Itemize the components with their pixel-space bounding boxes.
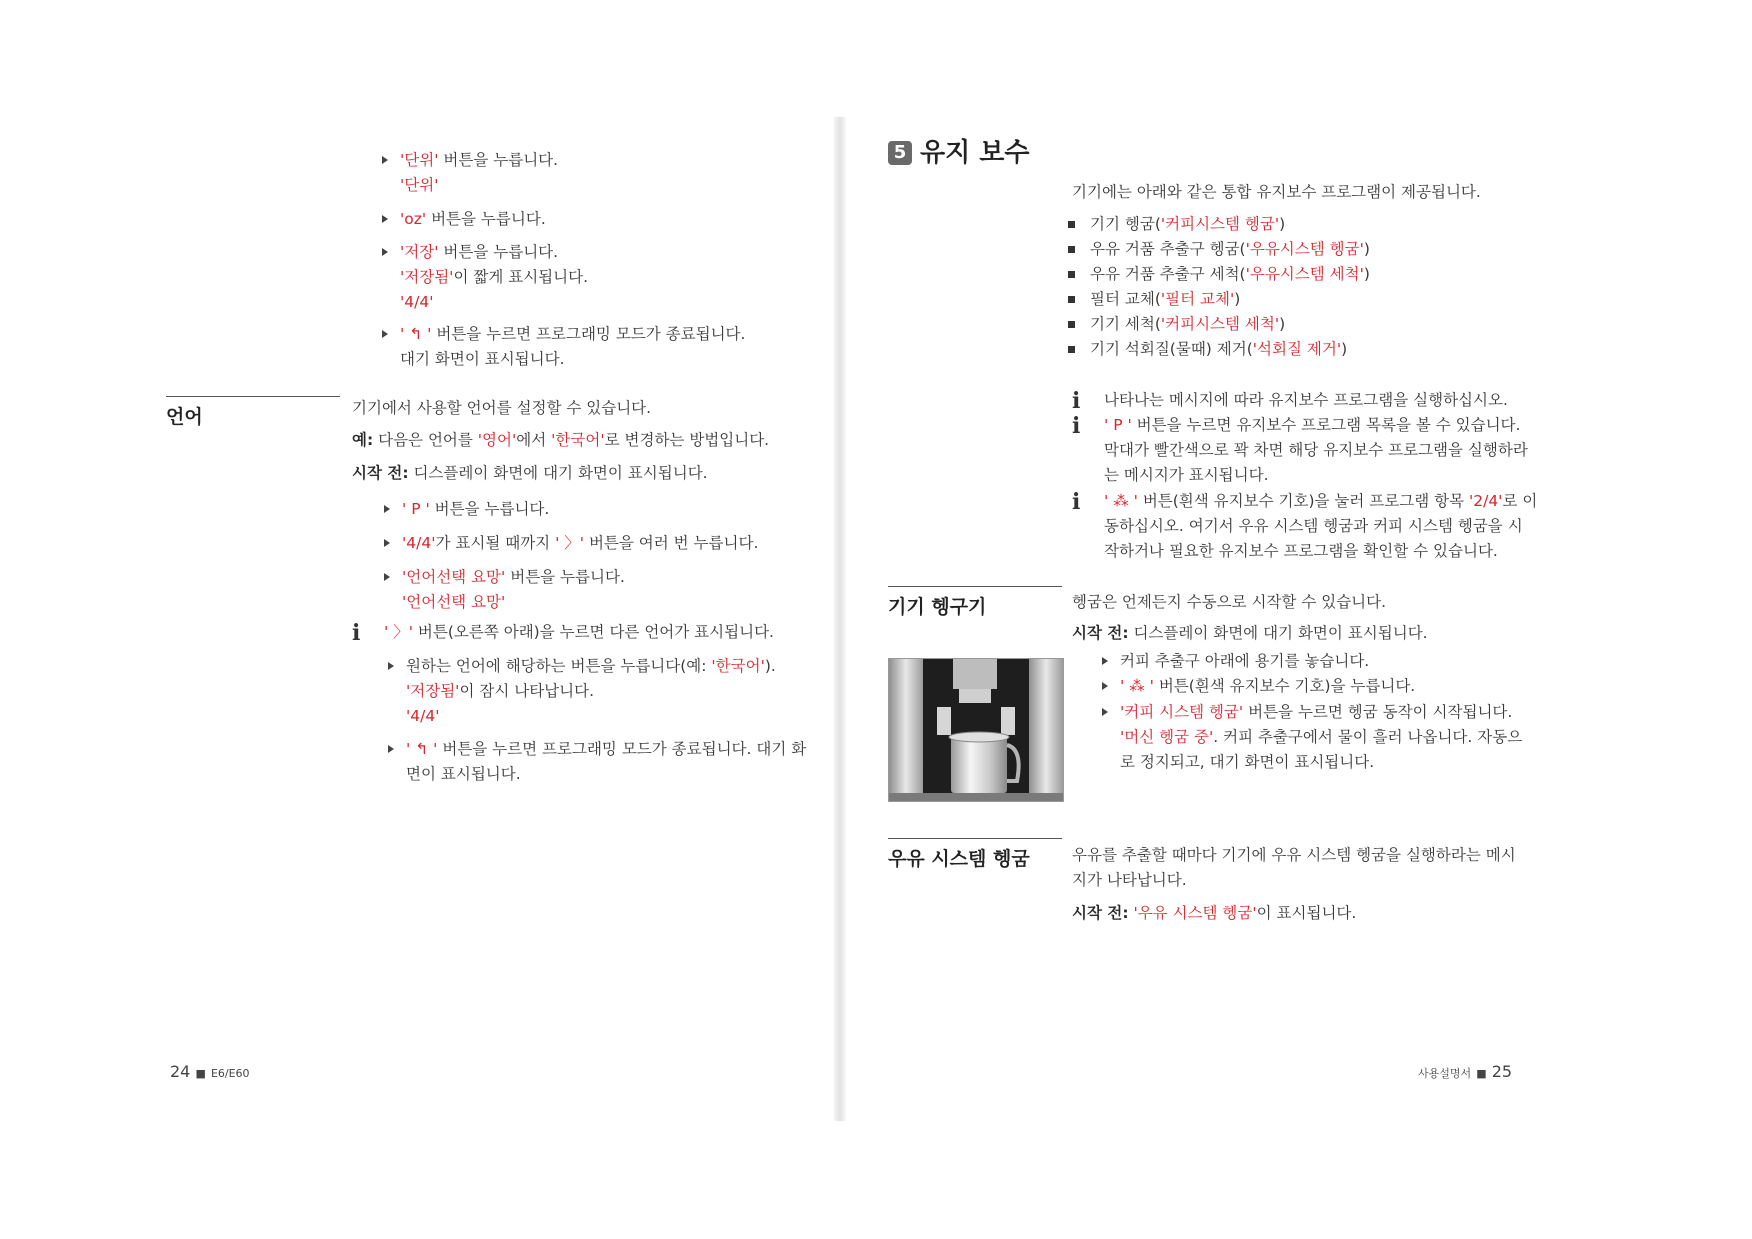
step-result: [400, 290, 433, 314]
section-title-language: 언어: [166, 406, 203, 428]
highlight-term: ↰: [415, 740, 429, 758]
info-note-line: [1104, 539, 1498, 563]
language-intro: 기기에서 사용할 언어를 설정할 수 있습니다.: [352, 399, 652, 417]
text-run: 커피 추출구 아래에 용기를 놓습니다.: [1120, 652, 1370, 670]
milk-rinse-line-2: 지가 나타납니다.: [1072, 871, 1187, 889]
highlight-term: '우유 시스템 헹굼': [1133, 904, 1257, 922]
text-run: 버튼을 누릅니다.: [438, 151, 559, 169]
text-run: 원하는 언어에 해당하는 버튼을 누릅니다(예:: [406, 657, 712, 675]
text-run: 버튼을 누릅니다.: [426, 210, 546, 228]
bullet-square-icon: [1068, 296, 1075, 303]
before-text: 디스플레이 화면에 대기 화면이 표시됩니다.: [408, 464, 708, 482]
highlight-term: ' P ': [1104, 416, 1132, 434]
step-arrow-icon: [388, 745, 394, 753]
maintenance-intro: 기기에는 아래와 같은 통합 유지보수 프로그램이 제공됩니다.: [1072, 183, 1481, 201]
text-run: 나타나는 메시지에 따라 유지보수 프로그램을 실행하십시오.: [1104, 391, 1508, 409]
step-arrow-icon: [382, 330, 388, 338]
chapter-title: 유지 보수: [920, 138, 1030, 168]
highlight-term: 'oz': [400, 210, 427, 228]
page-gutter: [834, 117, 846, 1121]
highlight-term: '필터 교체': [1160, 290, 1235, 308]
highlight-term: '머신 헹굼 중': [1120, 728, 1214, 746]
step-result: [406, 762, 521, 786]
text-run: 로 정지되고, 대기 화면이 표시됩니다.: [1120, 753, 1375, 771]
highlight-term: '언어선택 요망': [402, 568, 506, 586]
rinse-step-result: [1120, 750, 1374, 774]
text-run: 다음은 언어를: [373, 431, 478, 449]
rinse-before-start: [1072, 621, 1428, 645]
text-run: ): [1363, 265, 1370, 283]
text-run: 기기 석회질(물때) 제거(: [1090, 340, 1253, 358]
step-arrow-icon: [1102, 682, 1108, 690]
step-arrow-icon: [384, 573, 390, 581]
text-run: 버튼(오른쪽 아래)을 누르면 다른 언어가 표시됩니다.: [412, 623, 774, 641]
text-run: 버튼을 누르면 프로그래밍 모드가 종료됩니다. 대기 화: [437, 740, 807, 758]
text-run: ): [1279, 315, 1286, 333]
text-run: 는 메시지가 표시됩니다.: [1104, 466, 1269, 484]
highlight-term: ': [400, 325, 410, 343]
info-icon: i: [1072, 413, 1081, 439]
highlight-term: '커피시스템 세척': [1160, 315, 1280, 333]
highlight-term: '한국어': [711, 657, 765, 675]
text-run: ): [1363, 240, 1370, 258]
highlight-term: '2/4': [1468, 492, 1503, 510]
info-note-line: [1104, 514, 1523, 538]
highlight-term: '4/4': [406, 707, 440, 725]
text-run: 버튼을 누르면 프로그래밍 모드가 종료됩니다.: [431, 325, 746, 343]
highlight-term: '영어': [477, 431, 517, 449]
text-run: ): [1341, 340, 1348, 358]
text-run: 우유 거품 추출구 세척(: [1090, 265, 1246, 283]
page-number: 25: [1491, 1062, 1513, 1081]
step-item: [400, 240, 558, 264]
bullet-square-icon: [1068, 246, 1075, 253]
language-info-note: [384, 620, 774, 644]
step-arrow-icon: [1102, 657, 1108, 665]
highlight-term: ' ⁂ ': [1120, 677, 1154, 695]
before-text: 디스플레이 화면에 대기 화면이 표시됩니다.: [1128, 624, 1428, 642]
text-run: 가 표시될 때까지: [435, 534, 556, 552]
highlight-term: ': [406, 740, 416, 758]
highlight-term: '언어선택 요망': [402, 593, 506, 611]
highlight-term: ' 〉': [384, 623, 413, 641]
model-name: E6/E60: [210, 1067, 250, 1080]
step-item: [400, 322, 745, 346]
highlight-term: '커피시스템 헹굼': [1160, 215, 1280, 233]
text-run: 동하십시오. 여기서 우유 시스템 헹굼과 커피 시스템 헹굼을 시: [1104, 517, 1523, 535]
bullet-square-icon: [1068, 221, 1075, 228]
text-run: 이 표시됩니다.: [1256, 904, 1357, 922]
step-result: [400, 173, 438, 197]
step-arrow-icon: [382, 215, 388, 223]
text-run: 버튼을 누릅니다.: [438, 243, 559, 261]
section-rule: [888, 838, 1062, 839]
text-run: 필터 교체(: [1090, 290, 1161, 308]
section-title-milk-rinse: 우유 시스템 헹굼: [888, 848, 1030, 870]
maintenance-program-item: [1090, 212, 1285, 236]
language-before-start: [352, 461, 708, 485]
step-result: [400, 265, 588, 289]
text-run: ): [1234, 290, 1241, 308]
step-result: [402, 590, 505, 614]
maintenance-program-item: [1090, 287, 1240, 311]
step-arrow-icon: [388, 662, 394, 670]
milk-rinse-line-1: 우유를 추출할 때마다 기기에 우유 시스템 헹굼을 실행하라는 메시: [1072, 846, 1516, 864]
maintenance-program-item: [1090, 237, 1370, 261]
step-item: [402, 531, 758, 555]
rinse-step-item: [1120, 649, 1369, 673]
chapter-number-badge: 5: [888, 141, 912, 165]
milk-rinse-before-start: [1072, 901, 1356, 925]
before-label: 시작 전:: [1072, 624, 1129, 642]
info-note-line: [1104, 413, 1520, 437]
text-run: 버튼(흰색 유지보수 기호)을 눌러 프로그램 항목: [1137, 492, 1469, 510]
text-run: 로 변경하는 방법입니다.: [604, 431, 770, 449]
step-arrow-icon: [384, 539, 390, 547]
info-note-line: [1104, 438, 1528, 462]
highlight-term: '저장됨': [406, 682, 460, 700]
text-run: 로 이: [1502, 492, 1538, 510]
bullet-square-icon: [1068, 321, 1075, 328]
step-item: [402, 497, 549, 521]
text-run: 이 잠시 나타납니다.: [459, 682, 595, 700]
highlight-term: ' 〉': [555, 534, 585, 552]
before-label: 시작 전:: [352, 464, 409, 482]
text-run: 버튼을 여러 번 누릅니다.: [584, 534, 759, 552]
info-note-line: [1104, 463, 1269, 487]
step-arrow-icon: [1102, 708, 1108, 716]
language-example: [352, 428, 769, 452]
step-result: [406, 679, 594, 703]
info-note-line: [1104, 489, 1537, 513]
before-label: 시작 전:: [1072, 904, 1129, 922]
text-run: 에서: [516, 431, 552, 449]
chapter-heading: [888, 132, 1030, 169]
bullet-square-icon: [1068, 346, 1075, 353]
highlight-term: '단위': [400, 151, 439, 169]
highlight-term: '저장': [400, 243, 439, 261]
step-result: [406, 704, 439, 728]
text-run: 버튼을 누릅니다.: [505, 568, 625, 586]
text-run: 버튼을 누르면 헹굼 동작이 시작됩니다.: [1243, 703, 1513, 721]
text-run: . 커피 추출구에서 물이 흘러 나옵니다. 자동으: [1213, 728, 1523, 746]
step-arrow-icon: [384, 505, 390, 513]
text-run: ): [1279, 215, 1286, 233]
step-arrow-icon: [382, 248, 388, 256]
text-run: 버튼을 누르면 유지보수 프로그램 목록을 볼 수 있습니다.: [1131, 416, 1521, 434]
coffee-machine-image: [888, 658, 1064, 802]
highlight-term: '우유시스템 헹굼': [1245, 240, 1364, 258]
step-item: [402, 565, 625, 589]
highlight-term: '4/4': [402, 534, 436, 552]
maintenance-program-item: [1090, 312, 1285, 336]
footer-separator: ■: [1476, 1067, 1487, 1080]
highlight-term: '한국어': [551, 431, 605, 449]
section-title-rinse: 기기 헹구기: [888, 596, 987, 618]
step-item: [406, 654, 776, 678]
manual-label: 사용설명서: [1418, 1067, 1472, 1080]
highlight-term: ': [422, 325, 432, 343]
rinse-step-item: [1120, 674, 1415, 698]
text-run: ).: [764, 657, 776, 675]
text-run: 버튼을 누릅니다.: [429, 500, 550, 518]
coffee-machine-illustration: [889, 659, 1063, 801]
highlight-term: '커피 시스템 헹굼': [1120, 703, 1244, 721]
rinse-intro: 헹굼은 언제든지 수동으로 시작할 수 있습니다.: [1072, 593, 1387, 611]
highlight-term: '4/4': [400, 293, 434, 311]
step-item: [400, 207, 546, 231]
bullet-square-icon: [1068, 271, 1075, 278]
text-run: 대기 화면이 표시됩니다.: [400, 350, 565, 368]
text-run: 이 짧게 표시됩니다.: [453, 268, 589, 286]
footer-right: [1418, 1062, 1512, 1081]
footer-left: [170, 1062, 250, 1081]
section-rule: [888, 586, 1062, 587]
info-icon: i: [1072, 489, 1081, 515]
text-run: 작하거나 필요한 유지보수 프로그램을 확인할 수 있습니다.: [1104, 542, 1498, 560]
info-icon: i: [352, 620, 361, 646]
info-icon: i: [1072, 388, 1081, 414]
text-run: 기기 헹굼(: [1090, 215, 1161, 233]
section-rule: [166, 396, 340, 397]
maintenance-program-item: [1090, 262, 1370, 286]
highlight-term: '단위': [400, 176, 439, 194]
highlight-term: ' ⁂ ': [1104, 492, 1138, 510]
text-run: 면이 표시됩니다.: [406, 765, 521, 783]
highlight-term: '석회질 제거': [1252, 340, 1342, 358]
text-run: 우유 거품 추출구 헹굼(: [1090, 240, 1246, 258]
rinse-step-item: [1120, 700, 1512, 724]
highlight-term: ' P ': [402, 500, 430, 518]
highlight-term: '저장됨': [400, 268, 454, 286]
highlight-term: ': [428, 740, 438, 758]
highlight-term: ↰: [409, 325, 423, 343]
text-run: 기기 세척(: [1090, 315, 1161, 333]
info-note-line: [1104, 388, 1508, 412]
page-number: 24: [170, 1062, 191, 1081]
step-result: [400, 347, 565, 371]
step-item: [400, 148, 558, 172]
text-run: 막대가 빨간색으로 꽉 차면 해당 유지보수 프로그램을 실행하라: [1104, 441, 1528, 459]
step-item: [406, 737, 806, 761]
text-run: 버튼(흰색 유지보수 기호)을 누릅니다.: [1153, 677, 1416, 695]
maintenance-program-item: [1090, 337, 1347, 361]
highlight-term: '우유시스템 세척': [1245, 265, 1364, 283]
example-label: 예:: [352, 431, 374, 449]
step-arrow-icon: [382, 156, 388, 164]
rinse-step-result: [1120, 725, 1522, 749]
footer-separator: ■: [195, 1067, 206, 1080]
